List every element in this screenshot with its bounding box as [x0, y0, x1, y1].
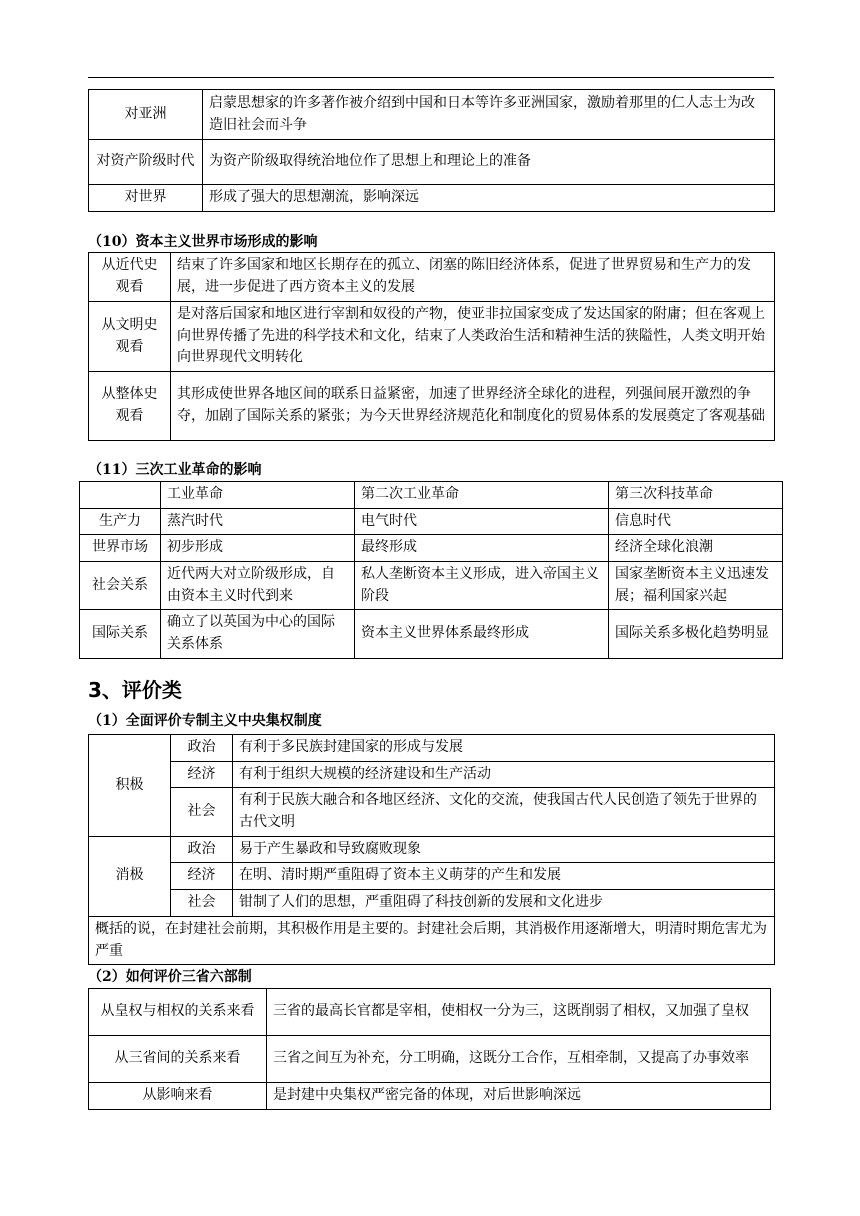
- table-row: [89, 140, 775, 185]
- table-cell: 私人垄断资本主义形成，进入帝国主义阶段: [355, 562, 609, 610]
- table-cell: 蒸汽时代: [161, 508, 355, 535]
- row-text: 三省之间互为补充，分工明确，这既分工合作，互相牵制，又提高了办事效率: [267, 1036, 771, 1083]
- industrial-revolutions-table: [79, 481, 783, 659]
- table-row: [89, 989, 771, 1036]
- row-text: 有利于多民族封建国家的形成与发展: [233, 735, 775, 762]
- positive-label: 积极: [89, 735, 171, 837]
- table-header-row: [80, 482, 783, 509]
- row-text: 为资产阶级取得统治地位作了思想上和理论上的准备: [203, 140, 775, 185]
- table-row: [80, 562, 783, 610]
- column-header: 第三次科技革命: [609, 482, 783, 509]
- aspect-label: 政治: [171, 836, 233, 863]
- enlightenment-impact-table: [88, 89, 775, 212]
- table-row: [89, 761, 775, 788]
- row-label: 对资产阶级时代: [89, 140, 203, 185]
- summary-text: 概括的说，在封建社会前期，其积极作用是主要的。封建社会后期，其消极作用逐渐增大，明清时期危害尤为严重: [89, 916, 775, 964]
- table-row: [89, 185, 775, 212]
- world-market-impact-table: [88, 252, 775, 441]
- table-row: [80, 610, 783, 658]
- table-cell: 近代两大对立阶级形成，自由资本主义时代到来: [161, 562, 355, 610]
- table-cell: 电气时代: [355, 508, 609, 535]
- row-label: 世界市场: [80, 535, 161, 562]
- row-text: 有利于民族大融合和各地区经济、文化的交流，使我国古代人民创造了领先于世界的古代文明: [233, 788, 775, 836]
- row-label: 从三省间的关系来看: [89, 1036, 267, 1083]
- section-3-1-heading: （1）全面评价专制主义中央集权制度: [88, 713, 322, 729]
- table-row: [89, 253, 775, 302]
- row-text: 结束了许多国家和地区长期存在的孤立、闭塞的陈旧经济体系，促进了世界贸易和生产力的发展，进一步促进了西方资本主义的发展: [171, 253, 775, 302]
- table-row: [89, 372, 775, 441]
- aspect-label: 经济: [171, 761, 233, 788]
- table-row: [89, 836, 775, 863]
- row-text: 其形成使世界各地区间的联系日益紧密，加速了世界经济全球化的进程，列强间展开激烈的争夺，加剧了国际关系的紧张；为今天世界经济规范化和制度化的贸易体系的发展奠定了客观基础: [171, 372, 775, 441]
- table-cell: 经济全球化浪潮: [609, 535, 783, 562]
- table-cell: 信息时代: [609, 508, 783, 535]
- row-label: 对世界: [89, 185, 203, 212]
- row-text: 在明、清时期严重阻碍了资本主义萌芽的产生和发展: [233, 863, 775, 890]
- section-11-heading: （11）三次工业革命的影响: [88, 462, 262, 478]
- three-departments-evaluation-table: [88, 988, 771, 1110]
- row-text: 有利于组织大规模的经济建设和生产活动: [233, 761, 775, 788]
- row-label: 从皇权与相权的关系来看: [89, 989, 267, 1036]
- centralization-evaluation-table: [88, 734, 775, 965]
- table-row: [80, 508, 783, 535]
- table-row: [89, 735, 775, 762]
- table-row: [89, 890, 775, 917]
- table-cell: 资本主义世界体系最终形成: [355, 610, 609, 658]
- row-text: 易于产生暴政和导致腐败现象: [233, 836, 775, 863]
- column-header: 工业革命: [161, 482, 355, 509]
- row-text: 钳制了人们的思想，严重阻碍了科技创新的发展和文化进步: [233, 890, 775, 917]
- row-label: 对亚洲: [89, 90, 203, 140]
- aspect-label: 社会: [171, 788, 233, 836]
- table-cell: 确立了以英国为中心的国际关系体系: [161, 610, 355, 658]
- section-10-heading: （10）资本主义世界市场形成的影响: [88, 234, 318, 250]
- table-row: [89, 863, 775, 890]
- column-header: [80, 482, 161, 509]
- table-row: [89, 916, 775, 964]
- row-label: 社会关系: [80, 562, 161, 610]
- row-text: 形成了强大的思想潮流，影响深远: [203, 185, 775, 212]
- row-label: 国际关系: [80, 610, 161, 658]
- aspect-label: 政治: [171, 735, 233, 762]
- negative-label: 消极: [89, 836, 171, 916]
- row-label: 生产力: [80, 508, 161, 535]
- table-cell: 国际关系多极化趋势明显: [609, 610, 783, 658]
- table-row: [89, 302, 775, 372]
- table-row: [89, 90, 775, 140]
- row-text: 三省的最高长官都是宰相，使相权一分为三，这既削弱了相权，又加强了皇权: [267, 989, 771, 1036]
- row-label: 从影响来看: [89, 1083, 267, 1110]
- table-cell: 初步形成: [161, 535, 355, 562]
- row-text: 启蒙思想家的许多著作被介绍到中国和日本等许多亚洲国家，激励着那里的仁人志士为改造旧社会而斗争: [203, 90, 775, 140]
- table-row: [89, 1083, 771, 1110]
- section-3-heading: 3、评价类: [88, 678, 182, 702]
- aspect-label: 经济: [171, 863, 233, 890]
- row-label: 从近代史观看: [89, 253, 171, 302]
- table-cell: 最终形成: [355, 535, 609, 562]
- row-label: 从文明史观看: [89, 302, 171, 372]
- table-row: [89, 788, 775, 836]
- row-text: 是封建中央集权严密完备的体现，对后世影响深远: [267, 1083, 771, 1110]
- row-text: 是对落后国家和地区进行宰割和奴役的产物，使亚非拉国家变成了发达国家的附庸；但在客观上向世界传播了先进的科学技术和文化，结束了人类政治生活和精神生活的狭隘性，人类文明开始向世界现代文明转化: [171, 302, 775, 372]
- header-rule: [88, 77, 774, 78]
- section-3-2-heading: （2）如何评价三省六部制: [88, 969, 252, 985]
- row-label: 从整体史观看: [89, 372, 171, 441]
- aspect-label: 社会: [171, 890, 233, 917]
- table-cell: 国家垄断资本主义迅速发展；福利国家兴起: [609, 562, 783, 610]
- column-header: 第二次工业革命: [355, 482, 609, 509]
- table-row: [80, 535, 783, 562]
- table-row: [89, 1036, 771, 1083]
